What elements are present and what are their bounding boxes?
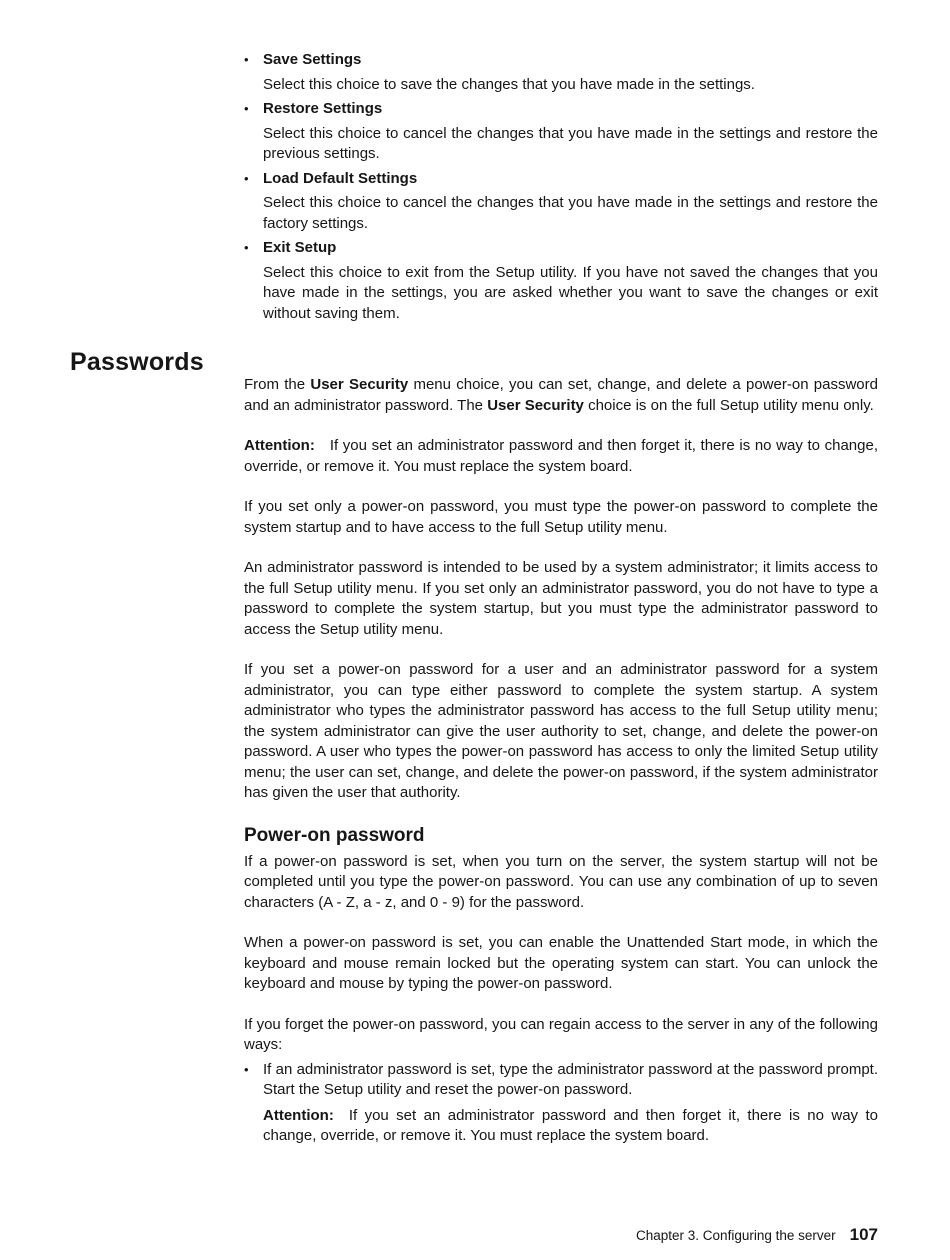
paragraph: If you set only a power-on password, you must type the power-on password to complete the system startup and to have access to the full Setup utility menu. <box>244 498 878 536</box>
text-run: If you set an administrator password and then forget it, there is no way to change, override, or remove it. You must replace the system board. <box>263 1106 878 1144</box>
bullet-content <box>263 99 878 165</box>
bullet-content <box>263 50 878 95</box>
footer-chapter: Chapter 3. Configuring the server <box>636 1227 836 1243</box>
bullet-content <box>263 1060 878 1147</box>
list-item <box>244 50 878 95</box>
footer-page-number: 107 <box>849 1224 878 1244</box>
section-heading-passwords: Passwords <box>70 348 204 376</box>
bullet-title: Load Default Settings <box>263 169 418 187</box>
attention-label: Attention: <box>263 1106 334 1124</box>
bullet-body: Select this choice to save the changes that you have made in the settings. <box>263 75 755 93</box>
passwords-section <box>70 348 878 1151</box>
bullet-marker: • <box>244 1061 249 1077</box>
bullet-marker: • <box>244 101 249 116</box>
paragraph: If a power-on password is set, when you turn on the server, the system startup will not be completed until you type the power-on password. You can use any combination of up to seven characters (A - Z, a - z, and 0 - 9) for the password. <box>244 852 878 911</box>
bullet-title: Restore Settings <box>263 100 383 117</box>
bold-text: User Security <box>487 396 584 414</box>
paragraph: If you forget the power-on password, you can regain access to the server in any of the following ways: <box>244 1015 878 1053</box>
paragraph: When a power-on password is set, you can enable the Unattended Start mode, in which the keyboard and mouse remain locked but the operating system can start. You can unlock the keyboard and mouse by typing the power-on password. <box>244 934 878 992</box>
passwords-section-body <box>244 348 878 1151</box>
attention-paragraph <box>244 436 878 477</box>
paragraph: An administrator password is intended to be used by a system administrator; it limits access to the full Setup utility menu. If you set only an administrator password, you do not have to type a password to complete the system startup, but you must type the administrator password to access the Setup utility menu. <box>244 559 878 638</box>
attention-label: Attention: <box>244 437 315 454</box>
text-run: menu choice, you can set, change, and delete a power-on password and an administrator password. The <box>244 376 878 414</box>
text-run: choice is on the full Setup utility menu only. <box>583 396 874 414</box>
bullet-body: Select this choice to exit from the Setup utility. If you have not saved the changes that you have made in the settings, you are asked whether you want to save the changes or exit without saving them. <box>263 263 878 322</box>
paragraph <box>244 375 878 416</box>
bullet-body: Select this choice to cancel the changes that you have made in the settings and restore the previous settings. <box>263 124 878 162</box>
paragraph: If you set a power-on password for a user and an administrator password for a system administrator, you can type either password to complete the system startup. A system administrator who types the administrator password has access to the full Setup utility menu; the system administrator can give the user authority to set, change, and delete the power-on password. A user who types the power-on password has access to only the limited Setup utility menu; the user can set, change, and delete the power-on password, if the system administrator has given the user that authority. <box>244 661 878 801</box>
text-run: If you set an administrator password and then forget it, there is no way to change, override, or remove it. You must replace the system board. <box>244 437 878 475</box>
bullet-content <box>263 238 878 324</box>
recovery-bullet-list <box>244 1060 878 1147</box>
bullet-marker: • <box>244 240 249 255</box>
page-footer <box>636 1225 878 1247</box>
list-item <box>244 169 878 235</box>
subsection-heading-power-on-password: Power-on password <box>244 824 425 846</box>
attention-paragraph <box>263 1106 878 1147</box>
bullet-content <box>263 169 878 235</box>
bullet-body: Select this choice to cancel the changes that you have made in the settings and restore the factory settings. <box>263 194 878 232</box>
list-item <box>244 238 878 324</box>
text-run: From the <box>244 376 311 393</box>
bullet-body: If an administrator password is set, type the administrator password at the password prompt. Start the Setup utility and reset the power-on password. <box>263 1060 878 1098</box>
bullet-marker: • <box>244 170 249 186</box>
setup-menu-bullet-list <box>244 50 878 324</box>
bold-text: User Security <box>310 376 409 393</box>
bullet-title: Exit Setup <box>263 239 337 256</box>
list-item <box>244 99 878 165</box>
list-item <box>244 1060 878 1147</box>
bullet-marker: • <box>244 52 249 67</box>
bullet-title: Save Settings <box>263 51 362 68</box>
